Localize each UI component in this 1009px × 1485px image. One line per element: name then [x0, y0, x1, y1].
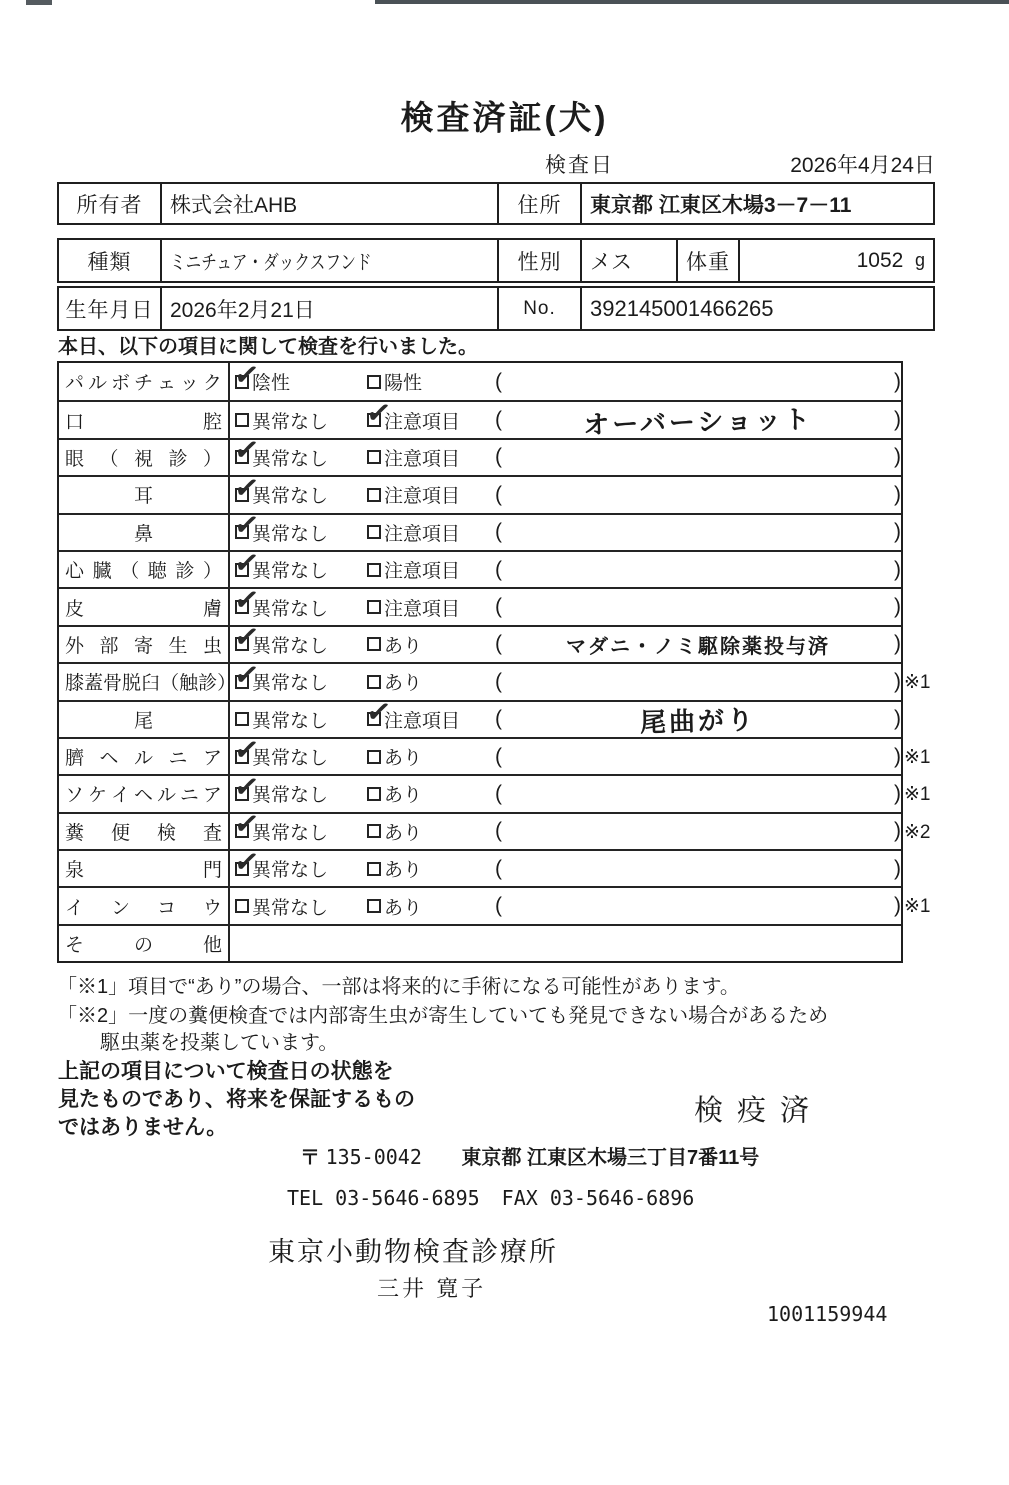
paren-close: ) [894, 707, 901, 731]
paren-close: ) [894, 369, 901, 393]
no-label: No. [499, 288, 582, 329]
remarks-field [495, 819, 901, 843]
checkbox-icon [231, 582, 262, 619]
remarks-field [495, 670, 901, 694]
option-1 [231, 582, 367, 621]
paren-close: ) [894, 595, 901, 619]
check-mark-icon: ✓ [231, 844, 262, 881]
option-1 [231, 769, 367, 807]
paren-open: ( [495, 595, 502, 619]
option-1-label: 異常なし [252, 673, 329, 695]
check-mark-icon: ✓ [363, 395, 394, 432]
check-mark-icon: ✓ [231, 470, 262, 507]
footnote-1: 「※1」項目で“あり”の場合、一部は将来的に手術になる可能性があります。 [57, 976, 740, 998]
checkbox-icon [235, 712, 249, 726]
remarks-field [495, 857, 901, 881]
option-2-label: あり [384, 635, 423, 657]
inspection-row [59, 357, 901, 400]
checkbox-icon [367, 525, 381, 539]
page-title: 検査済証(犬) [400, 99, 609, 136]
inspection-item-label: 口 腔 [59, 402, 230, 437]
inspection-row [59, 844, 901, 886]
inspection-item-label: 耳 [59, 477, 230, 512]
paren-close: ) [894, 781, 901, 805]
checkbox-icon [231, 470, 262, 507]
checkbox-icon [367, 375, 381, 389]
inspection-item-label: 心 臓 （ 聴 診 ） [59, 552, 230, 587]
option-1-label: 陰性 [252, 373, 291, 395]
birth-value: 2026年2月21日 [162, 288, 499, 329]
checkbox-icon [367, 450, 381, 464]
remarks-field [495, 370, 901, 394]
option-1 [231, 657, 367, 695]
inspection-row [59, 732, 931, 774]
inspection-row [59, 507, 901, 550]
inspection-item-label: 皮 膚 [59, 589, 230, 624]
checkbox-icon [231, 806, 262, 843]
option-1-label: 異常なし [252, 561, 329, 583]
inspection-item-label: ソ ケ イ ヘ ル ニ ア [59, 776, 230, 811]
option-2-label: 注意項目 [384, 598, 461, 620]
clinic-address: 東京都 江東区木場三丁目7番11号 [461, 1147, 760, 1169]
paren-open: ( [495, 445, 502, 469]
checkbox-icon [367, 824, 381, 838]
checkbox-icon [231, 357, 262, 394]
inspection-row [59, 432, 901, 475]
checkbox-icon [367, 488, 381, 502]
option-2-label: あり [384, 673, 423, 695]
species-table [57, 238, 935, 283]
inspection-item-label: 眼 （ 視 診 ） [59, 440, 230, 475]
footnote-marker: ※2 [904, 821, 931, 843]
option-1-label: 異常なし [252, 785, 329, 807]
remarks-field [495, 520, 901, 544]
postal-mark: 〒 [300, 1147, 320, 1169]
option-2 [367, 668, 495, 695]
option-2 [367, 594, 495, 621]
checkbox-icon [367, 637, 381, 651]
option-2 [367, 631, 495, 658]
footnote-marker: ※1 [904, 746, 931, 768]
clinic-postal-line [300, 1141, 759, 1170]
inspection-row [59, 657, 931, 699]
checkbox-icon [231, 507, 262, 544]
checkbox-icon [231, 545, 262, 582]
remarks-field [495, 595, 901, 619]
option-1-label: 異常なし [252, 486, 329, 508]
option-1 [231, 432, 367, 471]
remarks-field [495, 445, 901, 469]
option-2 [367, 818, 495, 845]
paren-open: ( [495, 557, 502, 581]
option-1-label: 異常なし [252, 710, 329, 732]
paren-close: ) [894, 744, 901, 768]
paren-close: ) [894, 632, 901, 656]
paren-open: ( [495, 482, 502, 506]
option-1-label: 異常なし [252, 897, 329, 919]
option-1-label: 異常なし [252, 448, 329, 470]
check-mark-icon: ✓ [231, 769, 262, 806]
inspection-row [59, 470, 901, 512]
paren-close: ) [894, 408, 901, 432]
option-1 [235, 407, 367, 434]
option-2-label: 注意項目 [384, 523, 461, 545]
inspection-row [59, 545, 901, 587]
owner-address-value: 東京都 江東区木場3－7－11 [590, 193, 852, 217]
option-2-label: あり [384, 860, 423, 882]
option-2 [367, 519, 495, 546]
inspection-item-label: 臍 ヘ ル ニ ア [59, 739, 230, 774]
inspection-item-label: 鼻 [59, 515, 230, 550]
footnote-marker: ※1 [904, 784, 931, 806]
inspection-row [59, 806, 931, 849]
paren-close: ) [894, 482, 901, 506]
owner-table [57, 182, 935, 225]
option-2 [367, 368, 495, 395]
paren-open: ( [495, 369, 502, 393]
paren-close: ) [894, 520, 901, 544]
option-2-label: あり [384, 897, 423, 919]
clinic-name: 東京小動物検査診療所 [268, 1237, 558, 1267]
checkbox-icon [367, 600, 381, 614]
paren-open: ( [495, 707, 502, 731]
option-2-label: 注意項目 [384, 486, 461, 508]
option-2-label: 注意項目 [384, 710, 461, 732]
paren-close: ) [894, 894, 901, 918]
checkbox-icon [367, 563, 381, 577]
paren-close: ) [894, 819, 901, 843]
checkbox-icon [231, 732, 262, 769]
postal-code: 135-0042 [325, 1145, 422, 1169]
paren-open: ( [495, 744, 502, 768]
clinic-tel: TEL 03-5646-6895 [287, 1186, 480, 1210]
check-mark-icon: ✓ [231, 582, 262, 619]
paren-close: ) [894, 669, 901, 693]
inspection-item-label: 糞 便 検 査 [59, 814, 230, 849]
option-1 [231, 619, 367, 658]
footnote-marker: ※1 [904, 672, 931, 694]
check-mark-icon: ✓ [231, 432, 262, 470]
owner-address-label: 住所 [499, 184, 582, 223]
remarks-field [495, 402, 901, 439]
remarks-field [495, 558, 901, 582]
check-mark-icon: ✓ [231, 619, 262, 657]
remarks-text: 尾曲がり [639, 705, 757, 739]
check-mark-icon: ✓ [231, 507, 262, 544]
option-2-label: あり [384, 748, 423, 770]
checkbox-icon [367, 787, 381, 801]
remarks-field [495, 483, 901, 507]
inspection-item-label: 泉 門 [59, 851, 230, 886]
check-mark-icon: ✓ [231, 657, 262, 694]
paren-open: ( [495, 669, 502, 693]
exam-date-label: 検査日 [545, 154, 614, 177]
option-2-label: 注意項目 [384, 411, 461, 433]
weight-label: 体重 [678, 240, 740, 281]
disclaimer-text: 上記の項目について検査日の状態を 見たものであり、将来を保証するもの ではありません。 [58, 1060, 415, 1139]
option-2-label: 注意項目 [384, 448, 461, 470]
footnote-2: 「※2」一度の糞便検査では内部寄生虫が寄生していても発見できない場合があるため [57, 1005, 829, 1027]
remarks-field [495, 745, 901, 769]
checkbox-icon [231, 432, 262, 470]
checkbox-icon [231, 657, 262, 694]
no-value: 392145001466265 [590, 295, 774, 321]
option-1-label: 異常なし [252, 411, 329, 433]
option-1 [231, 470, 367, 508]
option-2-label: あり [384, 785, 423, 807]
check-mark-icon: ✓ [231, 545, 262, 582]
birth-label: 生年月日 [59, 288, 162, 329]
species-value: ミニチュア・ダックスフンド [162, 240, 499, 281]
inspection-row [59, 395, 901, 441]
checkbox-icon [363, 395, 394, 432]
paren-open: ( [495, 520, 502, 544]
weight-value: 1052 g [856, 248, 925, 272]
option-1 [231, 844, 367, 882]
inspection-row [59, 886, 931, 923]
inspection-table [57, 357, 931, 963]
checkbox-icon [367, 899, 381, 913]
weight-unit: g [914, 250, 925, 270]
checkbox-icon [231, 619, 262, 657]
check-mark-icon: ✓ [231, 806, 262, 843]
birth-table [57, 286, 935, 331]
paren-close: ) [894, 445, 901, 469]
option-2 [367, 743, 495, 770]
inspection-item-label: 外 部 寄 生 虫 [59, 627, 230, 662]
option-2 [363, 694, 495, 733]
inspection-row [59, 769, 931, 811]
remarks-text: オーバーショット [582, 404, 814, 441]
option-1-label: 異常なし [252, 523, 329, 545]
inspection-row [59, 694, 901, 739]
option-1-label: 異常なし [252, 822, 329, 844]
option-2 [367, 780, 495, 807]
inspection-row [59, 619, 901, 662]
serial-number: 1001159944 [767, 1302, 888, 1326]
exam-date-value: 2026年4月24日 [790, 154, 935, 177]
paren-open: ( [495, 819, 502, 843]
checkbox-icon [231, 844, 262, 881]
option-2 [367, 893, 495, 920]
option-2-label: 陽性 [384, 373, 423, 395]
scan-artifact [26, 0, 52, 5]
remarks-field [495, 630, 901, 659]
clinic-telfax-line [287, 1186, 716, 1210]
option-1 [231, 357, 367, 395]
option-2-label: 注意項目 [384, 561, 461, 583]
scan-artifact [375, 0, 1009, 4]
check-mark-icon: ✓ [231, 357, 262, 394]
checkbox-icon [367, 862, 381, 876]
clinic-fax: FAX 03-5646-6896 [501, 1186, 695, 1210]
owner-value: 株式会社AHB [162, 184, 499, 223]
remarks-field [495, 894, 901, 918]
check-mark-icon: ✓ [231, 732, 262, 769]
paren-close: ) [894, 856, 901, 880]
option-2 [363, 395, 495, 434]
option-2 [367, 444, 495, 471]
checkbox-icon [235, 413, 249, 427]
inspection-item-label: パ ル ボ チ ェ ッ ク [59, 363, 230, 400]
option-2 [367, 481, 495, 508]
checkbox-icon [231, 769, 262, 806]
option-1 [235, 893, 367, 920]
sex-value: メス [582, 240, 678, 281]
inspection-row [59, 582, 901, 624]
owner-label: 所有者 [59, 184, 162, 223]
paren-open: ( [495, 856, 502, 880]
remarks-field [495, 782, 901, 806]
option-1-label: 異常なし [252, 860, 329, 882]
checkbox-icon [367, 750, 381, 764]
check-mark-icon: ✓ [363, 694, 394, 731]
inspection-item-label: イ ン コ ウ [59, 888, 230, 923]
quarantine-stamp: 検疫済 [694, 1095, 824, 1127]
option-2-label: あり [384, 822, 423, 844]
option-1 [231, 507, 367, 546]
option-1-label: 異常なし [252, 598, 329, 620]
option-1 [231, 545, 367, 583]
option-1 [231, 806, 367, 845]
inspection-item-label: 膝 蓋 骨 脱 臼 （ 触 診 ） [59, 664, 230, 699]
checkbox-icon [235, 899, 249, 913]
inspection-item-label: そ の 他 [59, 926, 230, 961]
veterinarian-name: 三井 寛子 [377, 1276, 487, 1301]
paren-open: ( [495, 781, 502, 805]
checkbox-icon [363, 694, 394, 731]
sex-label: 性別 [499, 240, 582, 281]
intro-sentence: 本日、以下の項目に関して検査を行いました。 [58, 336, 478, 358]
footnote-2-cont: 駆虫薬を投薬しています。 [100, 1032, 339, 1054]
checkbox-icon [367, 675, 381, 689]
remarks-field [495, 701, 901, 738]
paren-open: ( [495, 408, 502, 432]
option-1-label: 異常なし [252, 748, 329, 770]
option-1 [231, 732, 367, 770]
species-label: 種類 [59, 240, 162, 281]
paren-open: ( [495, 632, 502, 656]
remarks-text: マダニ・ノミ駆除薬投与済 [566, 635, 830, 658]
paren-close: ) [894, 557, 901, 581]
inspection-item-label: 尾 [59, 702, 230, 737]
option-1-label: 異常なし [252, 635, 329, 657]
option-1 [235, 706, 367, 733]
paren-open: ( [495, 894, 502, 918]
inspection-row [59, 924, 901, 961]
footnote-marker: ※1 [904, 896, 931, 918]
option-2 [367, 855, 495, 882]
option-2 [367, 556, 495, 583]
